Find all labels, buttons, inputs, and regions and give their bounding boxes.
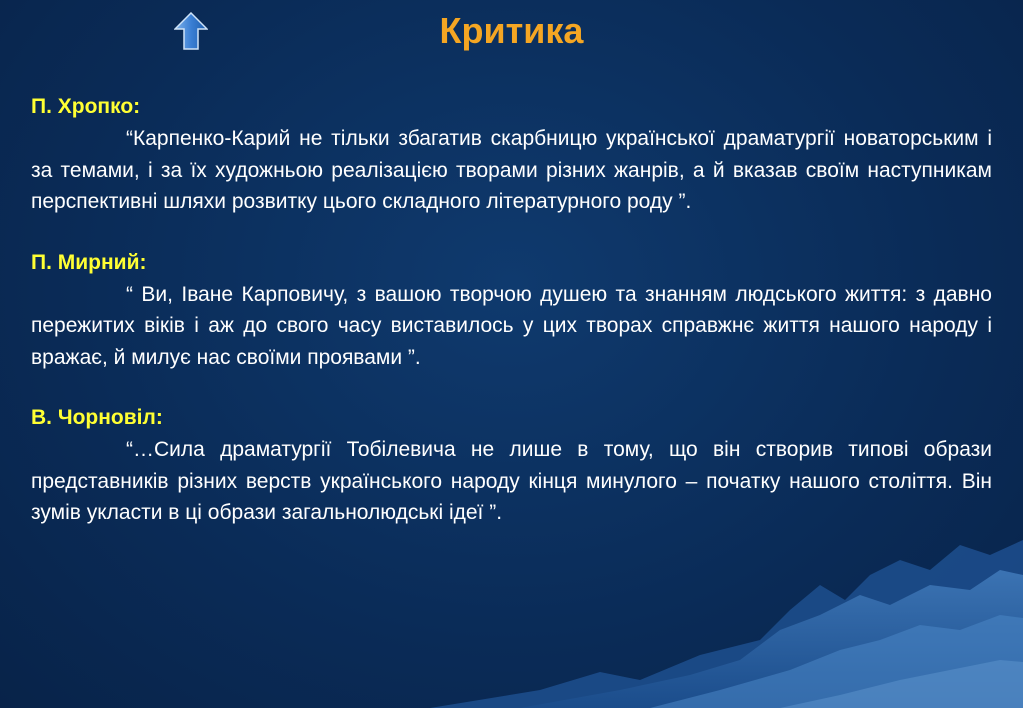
quotes-list [31,92,992,559]
slide-title: Критика [439,10,584,51]
quote-author: П. Мирний: [31,250,147,274]
quote-author: П. Хропко: [31,95,141,118]
quote-block [31,92,992,218]
quote-block [31,403,992,529]
quote-author: В. Чорновіл: [31,406,163,429]
quote-block [31,248,992,374]
quote-text: “…Сила драматургії Тобілевича не лише в тому, що він створив типові образи представників різних верств українського народу кінця минулого – початку нашого століття. Він зумів укласти в ці образи загальнолюдські ідеї ”. [31,438,992,524]
quote-text: “Карпенко-Карий не тільки збагатив скарбницю української драматургії новаторським і за темами, і за їх художньою реалізацією творами різних жанрів, а й вказав своїм наступникам перспективні шляхи розвитку цього складного літературного роду ”. [31,127,992,213]
quote-text: “ Ви, Іване Карповичу, з вашою творчою душею та знанням людського життя: з давно пережитих віків і аж до свого часу виставилось у цих творах справжнє життя нашого народу і вражає, й милує нас своїми проявами ”. [31,282,992,369]
